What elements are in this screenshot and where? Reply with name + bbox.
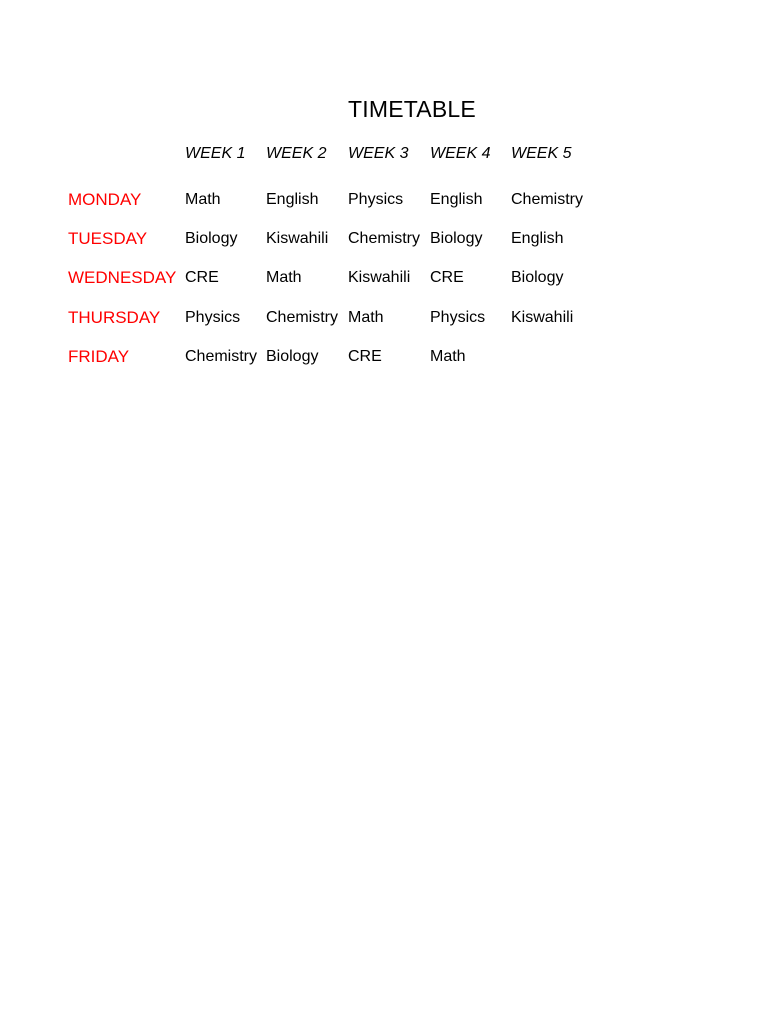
table-cell: Math xyxy=(266,269,302,286)
day-label-thursday: THURSDAY xyxy=(68,308,161,327)
week-header-2: WEEK 2 xyxy=(266,145,327,162)
table-cell: Kiswahili xyxy=(511,309,574,326)
week-header-3: WEEK 3 xyxy=(348,145,409,162)
table-cell: Kiswahili xyxy=(348,269,411,286)
table-cell: Kiswahili xyxy=(266,230,329,247)
table-cell: Chemistry xyxy=(511,191,584,208)
table-cell: Biology xyxy=(266,348,319,365)
day-label-tuesday: TUESDAY xyxy=(68,229,148,248)
table-cell: English xyxy=(430,191,483,208)
page-title: TIMETABLE xyxy=(348,96,476,122)
table-cell: Biology xyxy=(511,269,564,286)
table-cell: Chemistry xyxy=(348,230,421,247)
table-cell: Physics xyxy=(185,309,241,326)
table-cell: English xyxy=(511,230,564,247)
table-cell: Math xyxy=(348,309,384,326)
day-label-monday: MONDAY xyxy=(68,190,142,209)
table-cell: CRE xyxy=(185,269,219,286)
day-label-friday: FRIDAY xyxy=(68,347,130,366)
table-cell: CRE xyxy=(348,348,382,365)
table-cell: CRE xyxy=(430,269,464,286)
table-cell: Physics xyxy=(430,309,486,326)
week-header-4: WEEK 4 xyxy=(430,145,491,162)
table-cell: Chemistry xyxy=(185,348,258,365)
table-cell: English xyxy=(266,191,319,208)
table-cell: Biology xyxy=(430,230,483,247)
table-cell: Physics xyxy=(348,191,404,208)
week-header-5: WEEK 5 xyxy=(511,145,572,162)
day-label-wednesday: WEDNESDAY xyxy=(68,268,177,287)
table-cell: Math xyxy=(185,191,221,208)
table-cell: Math xyxy=(430,348,466,365)
week-header-1: WEEK 1 xyxy=(185,145,246,162)
table-cell: Biology xyxy=(185,230,238,247)
table-cell: Chemistry xyxy=(266,309,339,326)
